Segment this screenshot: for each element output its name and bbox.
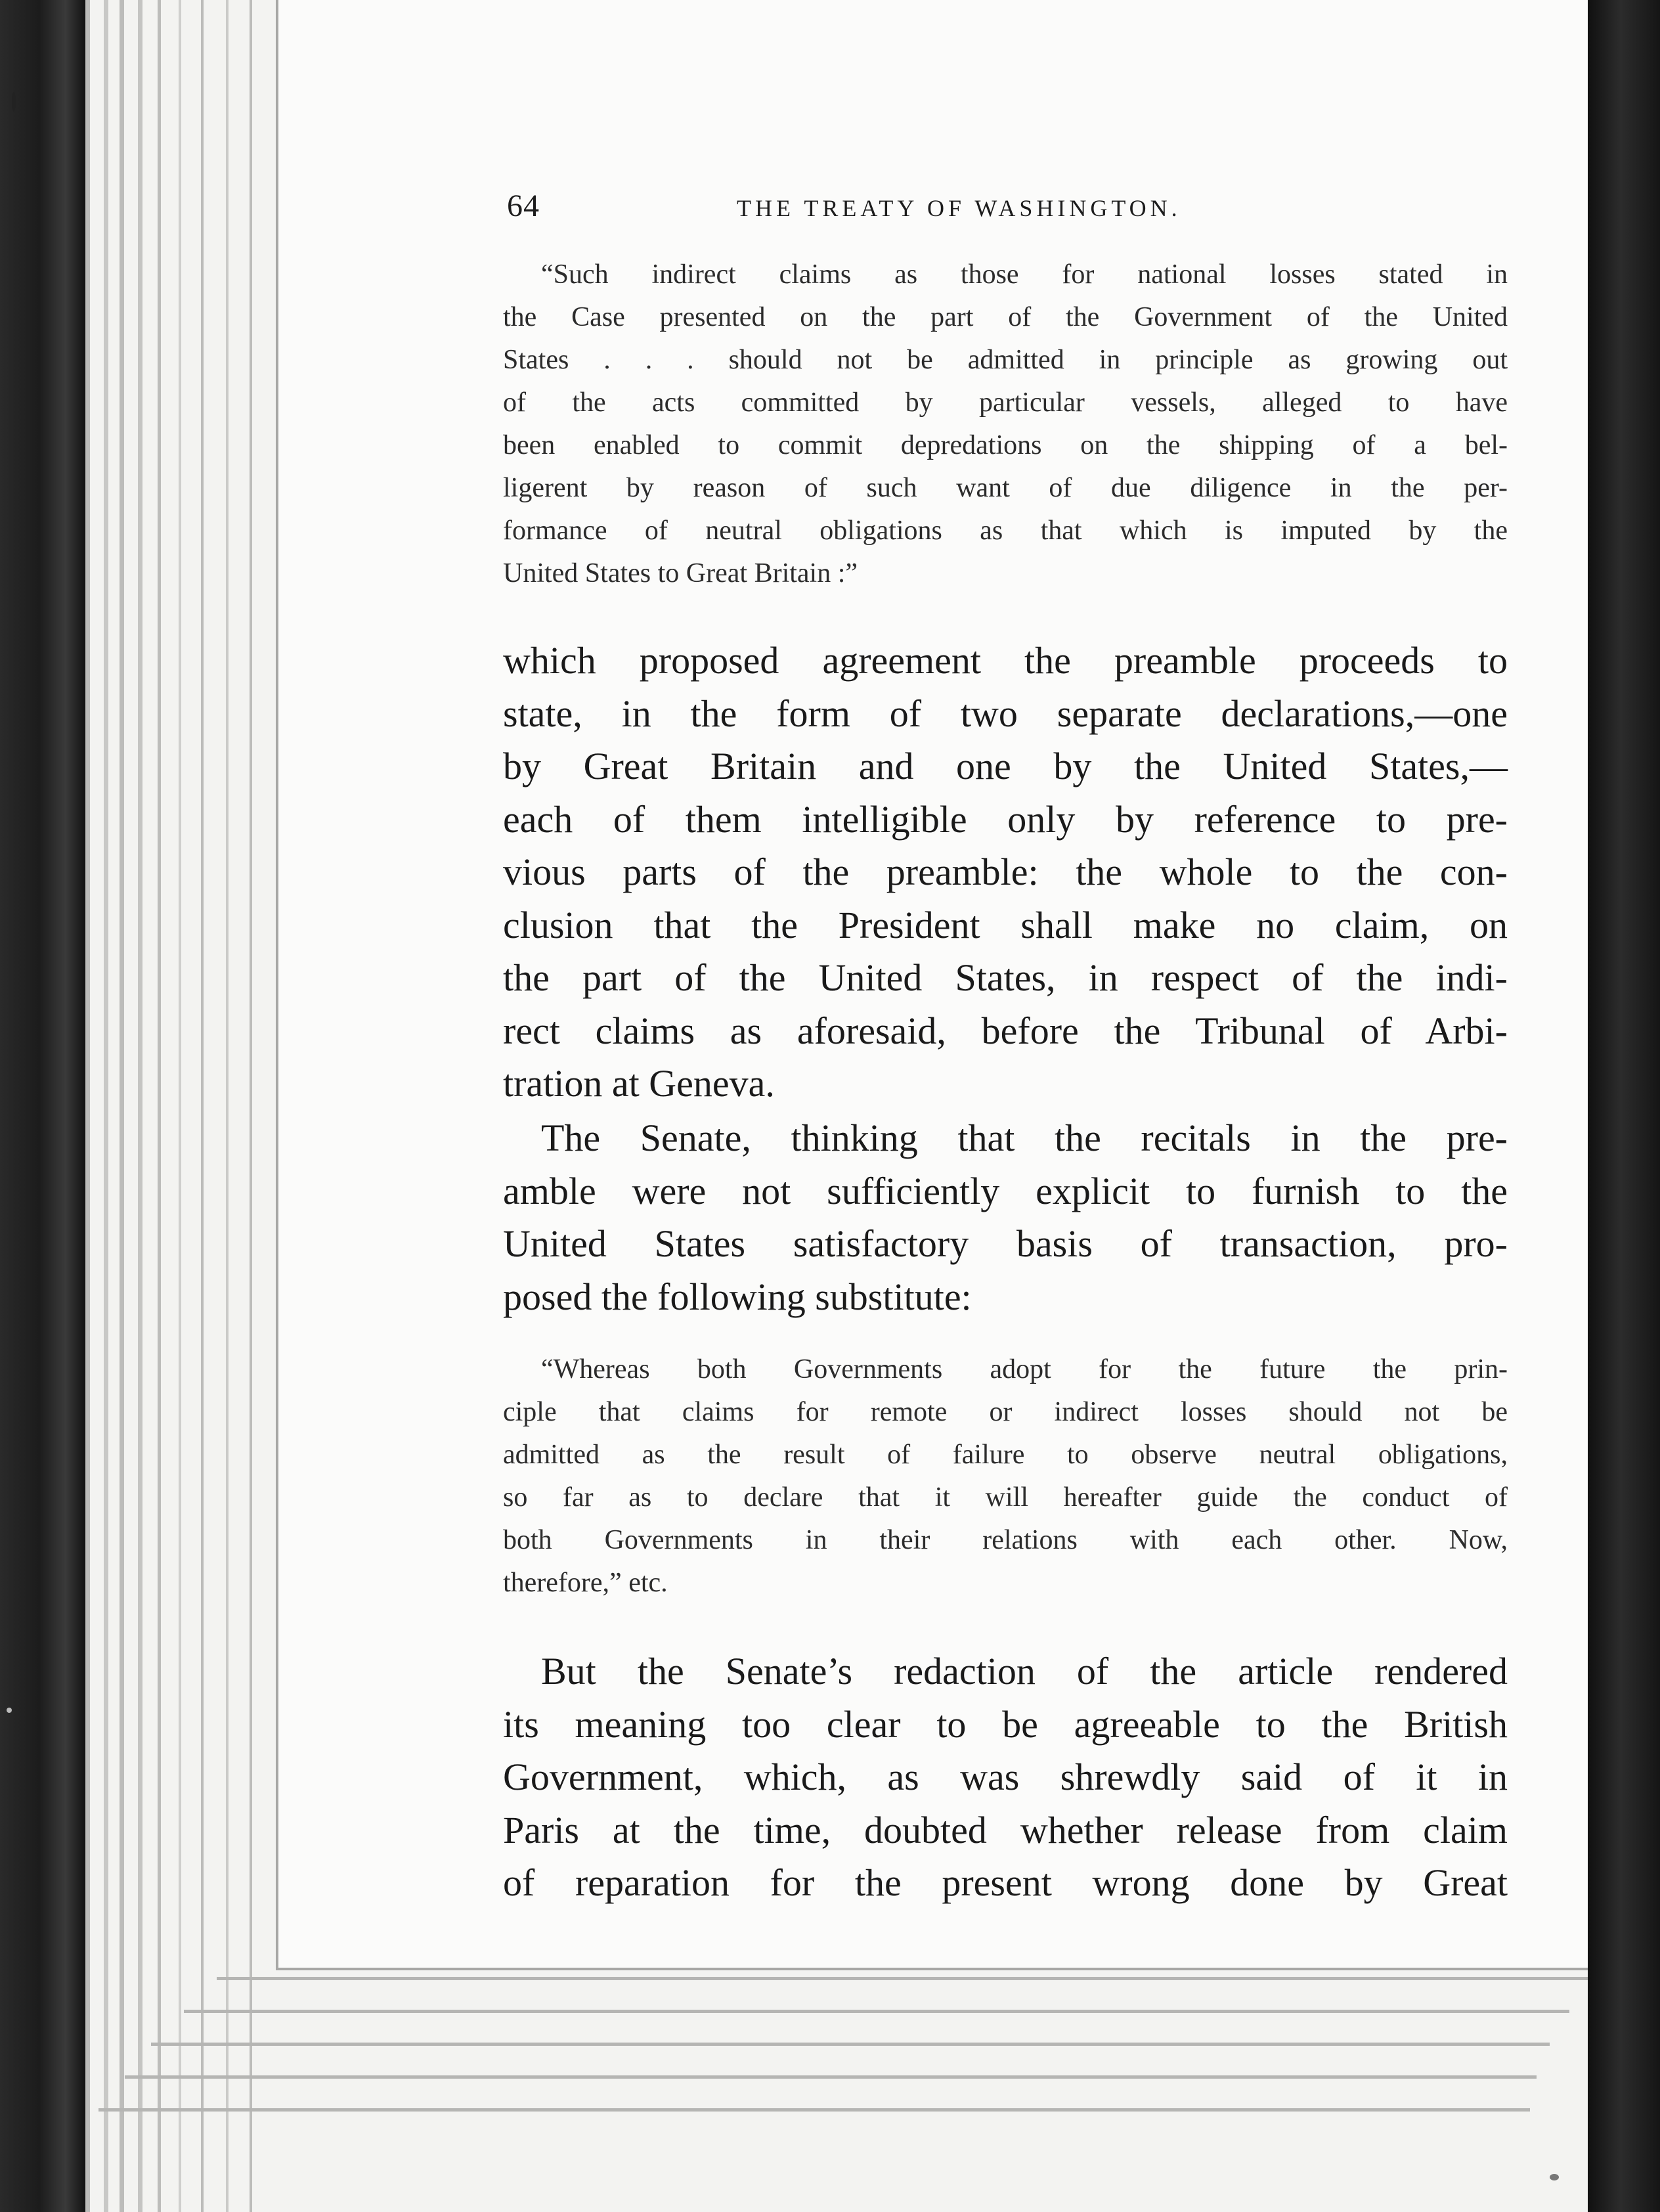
page-header — [507, 188, 1295, 227]
page-edge-bottom — [217, 1977, 1589, 1980]
text-line: posed the following substitute: — [503, 1275, 972, 1318]
page-edge — [158, 0, 161, 2212]
scan-right-margin — [1588, 0, 1660, 2212]
text-line: vious parts of the preamble: the whole to the con- — [503, 851, 1508, 893]
text-line: admitted as the result of failure to observe neutral obligations, — [503, 1440, 1508, 1470]
page-edge-bottom — [151, 2043, 1550, 2046]
quote-block-2 — [503, 1348, 1508, 1604]
text-line: The Senate, thinking that the recitals in the pre- — [541, 1117, 1508, 1159]
text-line: its meaning too clear to be agreeable to the British — [503, 1702, 1508, 1746]
text-line: both Governments in their relations with each other. Now, — [503, 1525, 1508, 1555]
text-line: Government, which, as was shrewdly said of it in — [503, 1756, 1508, 1798]
page-edge — [250, 0, 252, 2212]
page-border — [276, 1968, 1660, 1970]
text-line: state, in the form of two separate declarations,—one — [503, 692, 1508, 735]
text-line: But the Senate’s redaction of the article rendered — [541, 1650, 1508, 1692]
paragraph-2 — [503, 1112, 1508, 1323]
page-edge — [85, 0, 90, 2212]
text-line: ligerent by reason of such want of due diligence in the per- — [503, 473, 1508, 503]
text-line: clusion that the President shall make no claim, on — [503, 903, 1508, 946]
text-line: each of them intelligible only by reference to pre- — [503, 797, 1508, 841]
text-line: rect claims as aforesaid, before the Tribunal of Arbi- — [503, 1009, 1508, 1052]
text-line: Paris at the time, doubted whether release from claim — [503, 1808, 1508, 1851]
text-line: by Great Britain and one by the United States,— — [503, 745, 1508, 787]
text-line: States . . . should not be admitted in principle as growing out — [503, 345, 1508, 375]
text-line: amble were not sufficiently explicit to furnish to the — [503, 1169, 1508, 1212]
text-line: “Whereas both Governments adopt for the future the prin- — [541, 1354, 1508, 1384]
scan-left-margin — [0, 0, 85, 2212]
scan-speck — [12, 92, 16, 112]
page-border — [276, 0, 278, 1970]
text-line: so far as to declare that it will hereafter guide the conduct of — [503, 1482, 1508, 1513]
text-line: the part of the United States, in respect of the indi- — [503, 956, 1508, 999]
text-line: formance of neutral obligations as that which is imputed by the — [503, 516, 1508, 546]
page-edge — [138, 0, 142, 2212]
page-edge — [120, 0, 124, 2212]
page-edge-bottom — [125, 2075, 1537, 2079]
page-edge — [201, 0, 204, 2212]
page-edge — [226, 0, 229, 2212]
page-number: 64 — [507, 188, 540, 223]
scan-speck — [7, 1708, 12, 1713]
paragraph-1 — [503, 634, 1508, 1111]
running-head: THE TREATY OF WASHINGTON. — [737, 195, 1181, 221]
text-line: therefore,” etc. — [503, 1568, 668, 1598]
text-line: been enabled to commit depredations on the shipping of a bel- — [503, 430, 1508, 460]
text-line: United States satisfactory basis of transaction, pro- — [503, 1222, 1508, 1265]
text-line: the Case presented on the part of the Government of the United — [503, 302, 1508, 332]
text-line: which proposed agreement the preamble proceeds to — [503, 639, 1508, 682]
text-line: United States to Great Britain :” — [503, 558, 858, 588]
text-line: tration at Geneva. — [503, 1062, 775, 1105]
page-edge-bottom — [98, 2108, 1530, 2112]
text-line: “Such indirect claims as those for national losses stated in — [541, 259, 1508, 290]
quote-block-1 — [503, 254, 1508, 595]
text-line: of the acts committed by particular vessels, alleged to have — [503, 387, 1508, 418]
page-edge — [179, 0, 181, 2212]
page-edge-bottom — [184, 2010, 1569, 2013]
text-line: ciple that claims for remote or indirect losses should not be — [503, 1397, 1508, 1427]
text-line: of reparation for the present wrong done by Great — [503, 1861, 1508, 1904]
page-edge — [104, 0, 108, 2212]
paragraph-3 — [503, 1645, 1508, 1910]
scan-speck — [1550, 2174, 1559, 2180]
